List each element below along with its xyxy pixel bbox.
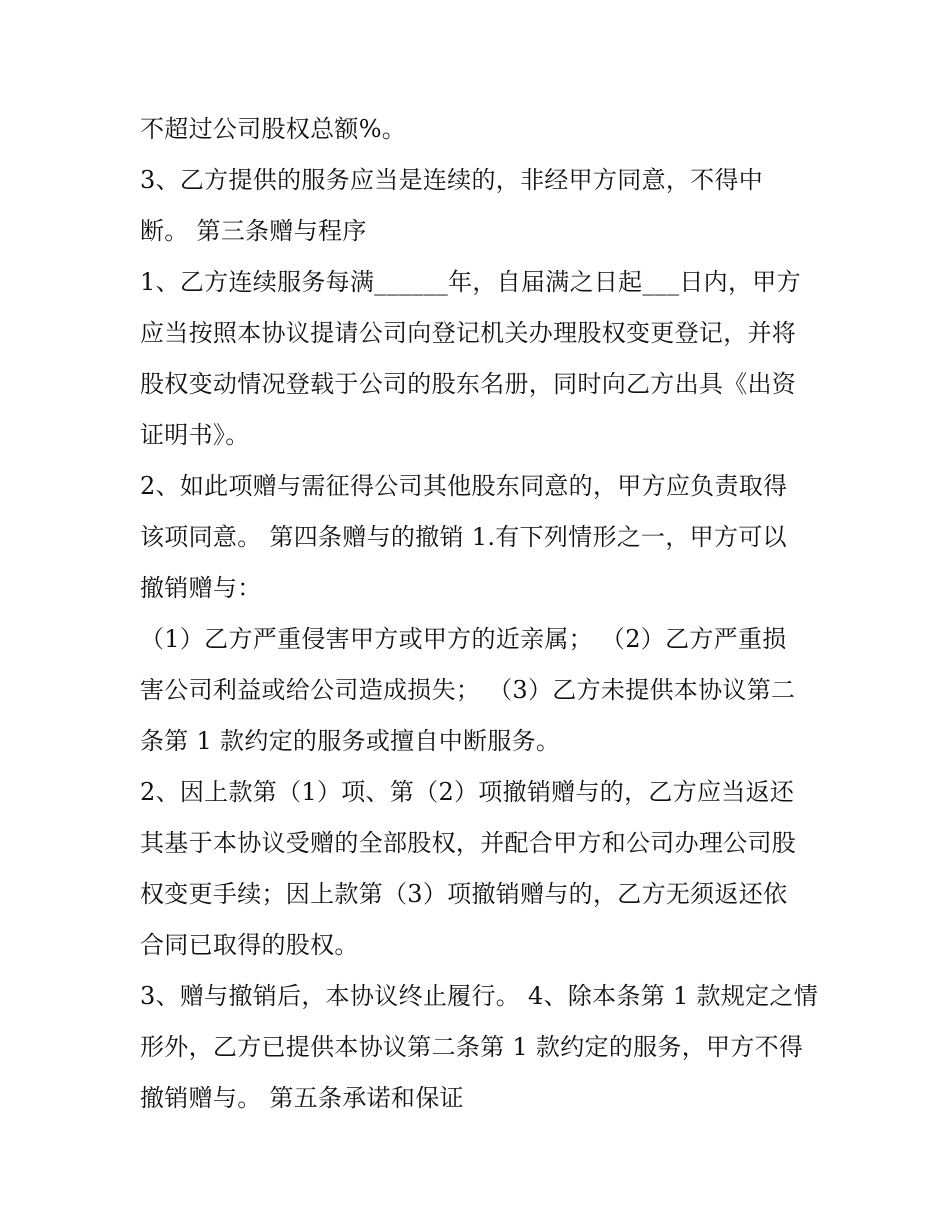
text-line: 应当按照本协议提请公司向登记机关办理股权变更登记，并将 <box>140 319 797 347</box>
document-body <box>140 104 820 1124</box>
text-line: 撤销赠与。 第五条承诺和保证 <box>140 1084 464 1112</box>
text-line: 股权变动情况登载于公司的股东名册，同时向乙方出具《出资 <box>140 370 797 398</box>
text-line: 该项同意。 第四条赠与的撤销 1.有下列情形之一，甲方可以 <box>140 523 787 551</box>
text-line: 其基于本协议受赠的全部股权，并配合甲方和公司办理公司股 <box>140 829 797 857</box>
text-line: 撤销赠与： <box>140 574 262 602</box>
text-line: 权变更手续；因上款第（3）项撤销赠与的，乙方无须返还依 <box>140 880 788 908</box>
text-line: （1）乙方严重侵害甲方或甲方的近亲属； （2）乙方严重损 <box>140 625 787 653</box>
text-line: 2、如此项赠与需征得公司其他股东同意的，甲方应负责取得 <box>140 472 788 500</box>
text-line: 不超过公司股权总额%。 <box>140 115 407 143</box>
text-line: 断。 第三条赠与程序 <box>140 217 367 245</box>
text-line: 害公司利益或给公司造成损失； （3）乙方未提供本协议第二 <box>140 676 796 704</box>
text-line: 3、赠与撤销后，本协议终止履行。 4、除本条第 1 款规定之情 <box>140 982 818 1010</box>
text-line: 2、因上款第（1）项、第（2）项撤销赠与的，乙方应当返还 <box>140 778 795 806</box>
text-line: 3、乙方提供的服务应当是连续的，非经甲方同意，不得中 <box>140 166 764 194</box>
text-line: 证明书》。 <box>140 421 250 449</box>
text-line: 1、乙方连续服务每满______年，自届满之日起___日内，甲方 <box>140 268 801 296</box>
text-line: 条第 1 款约定的服务或擅自中断服务。 <box>140 727 561 755</box>
text-line: 合同已取得的股权。 <box>140 931 359 959</box>
text-line: 形外，乙方已提供本协议第二条第 1 款约定的服务，甲方不得 <box>140 1033 804 1061</box>
